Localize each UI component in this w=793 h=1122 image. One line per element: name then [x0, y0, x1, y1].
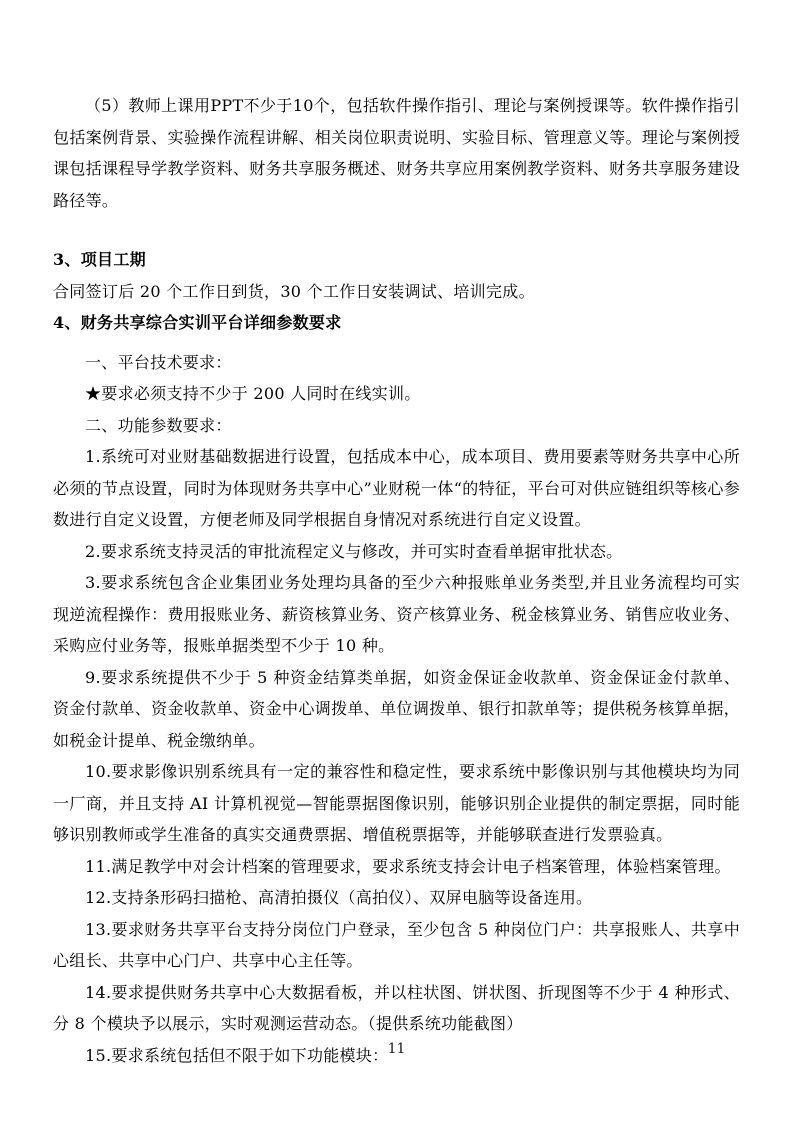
para-item-10: 10.要求影像识别系统具有一定的兼容性和稳定性，要求系统中影像识别与其他模块均为同一厂商，并且支持 AI 计算机视觉—智能票据图像识别，能够识别企业提供的制定票据，同时能够识别教师或学生准备的真实交通费票据、增值税票据等，并能够联查进行发票验真。 [53, 762, 740, 844]
heading-project-duration: 3、项目工期 [53, 250, 146, 269]
para-item-1: 1.系统可对业财基础数据进行设置，包括成本中心，成本项目、费用要素等财务共享中心所必须的节点设置，同时为体现财务共享中心”业财税一体“的特征，平台可对供应链组织等核心参数进行自定义设置，方便老师及同学根据自身情况对系统进行自定义设置。 [53, 447, 740, 529]
para-contract-delivery: 合同签订后 20 个工作日到货，30 个工作日安装调试、培训完成。 [53, 281, 535, 301]
para-item-11: 11.满足教学中对会计档案的管理要求，要求系统支持会计电子档案管理，体验档案管理。 [85, 856, 731, 876]
para-item-12: 12.支持条形码扫描枪、高清拍摄仪（高拍仪）、双屏电脑等设备连用。 [85, 888, 593, 907]
para-star-online-requirement: ★要求必须支持不少于 200 人同时在线实训。 [85, 384, 421, 403]
para-function-params-title: 二、功能参数要求： [85, 415, 232, 435]
para-item-9: 9.要求系统提供不少于 5 种资金结算类单据，如资金保证金收款单、资金保证金付款单、资金付款单、资金收款单、资金中心调拨单、单位调拨单、银行扣款单等；提供税务核算单据，如税金计提单、税金缴纳单。 [53, 667, 740, 750]
para-tech-requirement-title: 一、平台技术要求： [85, 352, 232, 372]
para-item-13: 13.要求财务共享平台支持分岗位门户登录，至少包含 5 种岗位门户：共享报账人、共享中心组长、共享中心门户、共享中心主任等。 [53, 919, 740, 970]
para-item-2: 2.要求系统支持灵活的审批流程定义与修改，并可实时查看单据审批状态。 [85, 541, 623, 561]
para-item-3: 3.要求系统包含企业集团业务处理均具备的至少六种报账单业务类型,并且业务流程均可实现逆流程操作：费用报账业务、薪资核算业务、资产核算业务、税金核算业务、销售应收业务、采购应付业务等，报账单据类型不少于 10 种。 [53, 573, 740, 655]
para-ppt-requirement: （5）教师上课用PPT不少于10个，包括软件操作指引、理论与案例授课等。软件操作指引包括案例背景、实验操作流程讲解、相关岗位职责说明、实验目标、管理意义等。理论与案例授课包括课程导学教学资料、财务共享服务概述、财务共享应用案例教学资料、财务共享服务建设路径等。 [53, 96, 740, 210]
page-number: 11 [387, 1041, 406, 1057]
para-item-14: 14.要求提供财务共享中心大数据看板，并以柱状图、饼状图、折现图等不少于 4 种形式、分 8 个模块予以展示，实时观测运营动态。（提供系统功能截图） [53, 982, 740, 1033]
heading-platform-detail-params: 4、财务共享综合实训平台详细参数要求 [53, 313, 342, 332]
document-body [53, 90, 740, 1071]
para-item-15: 15.要求系统包括但不限于如下功能模块： [85, 1045, 389, 1065]
